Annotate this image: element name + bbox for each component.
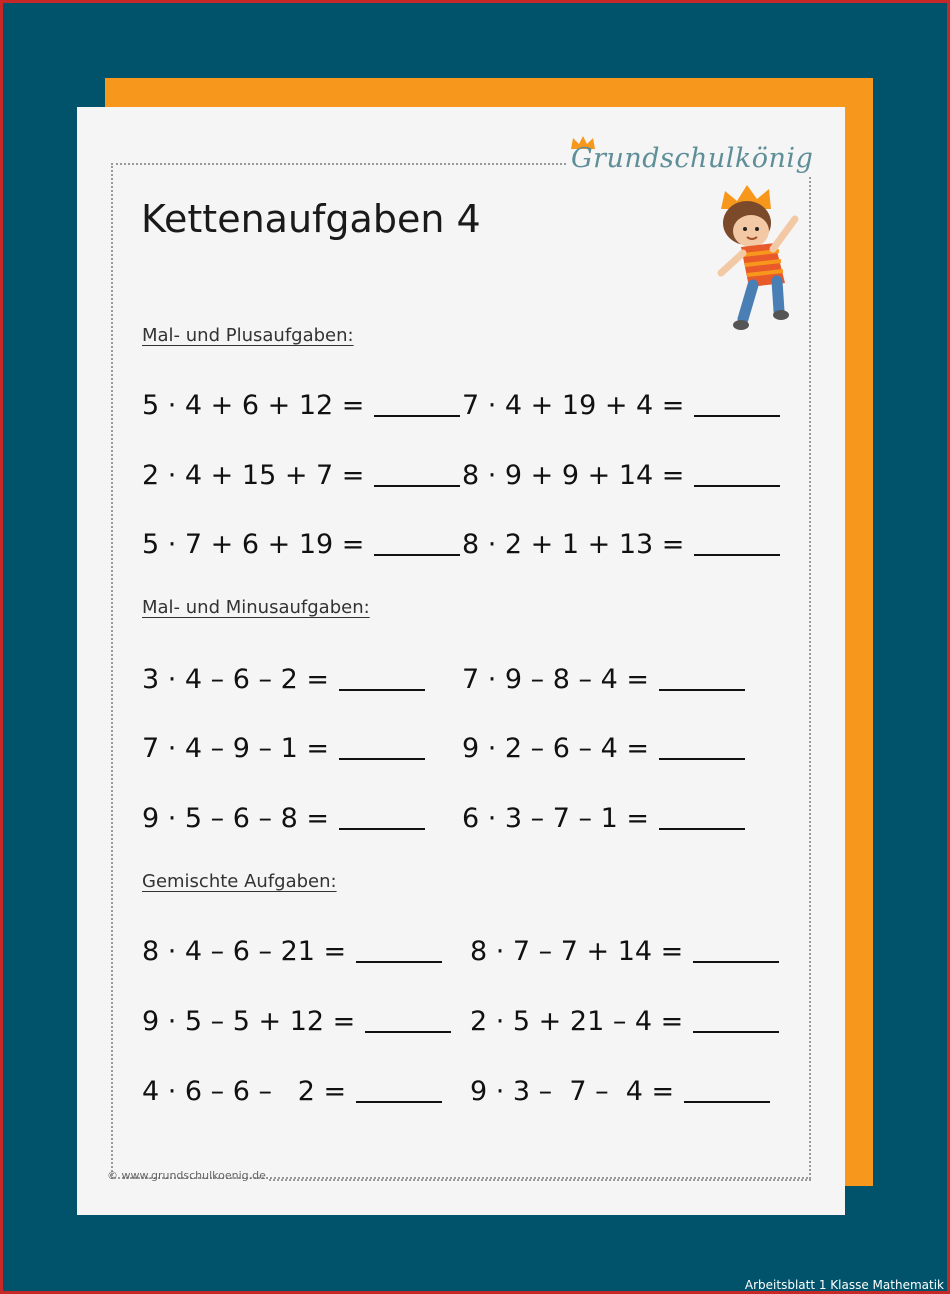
task-expression: 8 · 7 – 7 + 14 = <box>470 936 684 967</box>
task <box>142 936 442 967</box>
dotted-border-right <box>809 177 811 1179</box>
answer-line <box>339 689 425 691</box>
section-heading-minus: Mal- und Minusaufgaben: <box>142 597 370 618</box>
task <box>142 390 460 421</box>
task <box>470 1006 779 1037</box>
answer-line <box>693 1031 779 1033</box>
task <box>462 390 780 421</box>
task <box>142 529 460 560</box>
task-expression: 8 · 2 + 1 + 13 = <box>462 529 685 560</box>
answer-line <box>684 1101 770 1103</box>
answer-line <box>694 485 780 487</box>
task-expression: 5 · 4 + 6 + 12 = <box>142 390 365 421</box>
answer-line <box>374 415 460 417</box>
task-expression: 9 · 2 – 6 – 4 = <box>462 733 649 764</box>
task-expression: 5 · 7 + 6 + 19 = <box>142 529 365 560</box>
answer-line <box>356 1101 442 1103</box>
boy-illustration <box>713 179 809 337</box>
answer-line <box>339 758 425 760</box>
section-heading-plus: Mal- und Plusaufgaben: <box>142 325 354 346</box>
task-expression: 9 · 3 – 7 – 4 = <box>470 1076 675 1107</box>
task-expression: 9 · 5 – 5 + 12 = <box>142 1006 356 1037</box>
answer-line <box>374 554 460 556</box>
task <box>142 803 425 834</box>
section-heading-mixed: Gemischte Aufgaben: <box>142 871 337 892</box>
task-expression: 2 · 5 + 21 – 4 = <box>470 1006 684 1037</box>
footer-dotted-line <box>269 1179 811 1181</box>
task <box>142 733 425 764</box>
answer-line <box>356 961 442 963</box>
task <box>462 529 780 560</box>
task <box>462 664 745 695</box>
answer-line <box>693 961 779 963</box>
task <box>142 1006 451 1037</box>
answer-line <box>694 415 780 417</box>
task-expression: 3 · 4 – 6 – 2 = <box>142 664 329 695</box>
task <box>462 803 745 834</box>
answer-line <box>659 828 745 830</box>
task-expression: 8 · 4 – 6 – 21 = <box>142 936 347 967</box>
footer-copyright: © www.grundschulkoenig.de <box>107 1169 266 1182</box>
answer-line <box>374 485 460 487</box>
answer-line <box>339 828 425 830</box>
task <box>462 460 780 491</box>
image-caption: Arbeitsblatt 1 Klasse Mathematik <box>744 1278 944 1292</box>
worksheet <box>77 107 845 1215</box>
answer-line <box>659 689 745 691</box>
task-expression: 7 · 4 – 9 – 1 = <box>142 733 329 764</box>
dotted-border-top <box>111 163 566 165</box>
task-expression: 7 · 9 – 8 – 4 = <box>462 664 649 695</box>
task-expression: 7 · 4 + 19 + 4 = <box>462 390 685 421</box>
task-expression: 9 · 5 – 6 – 8 = <box>142 803 329 834</box>
task <box>462 733 745 764</box>
task <box>470 1076 770 1107</box>
task <box>142 664 425 695</box>
answer-line <box>659 758 745 760</box>
answer-line <box>365 1031 451 1033</box>
task-expression: 2 · 4 + 15 + 7 = <box>142 460 365 491</box>
task-expression: 6 · 3 – 7 – 1 = <box>462 803 649 834</box>
task <box>142 1076 442 1107</box>
task <box>470 936 779 967</box>
brand-logo: Grundschulkönig <box>571 143 814 174</box>
page-title: Kettenaufgaben 4 <box>141 197 481 241</box>
answer-line <box>694 554 780 556</box>
task-expression: 4 · 6 – 6 – 2 = <box>142 1076 347 1107</box>
task-expression: 8 · 9 + 9 + 14 = <box>462 460 685 491</box>
task <box>142 460 460 491</box>
